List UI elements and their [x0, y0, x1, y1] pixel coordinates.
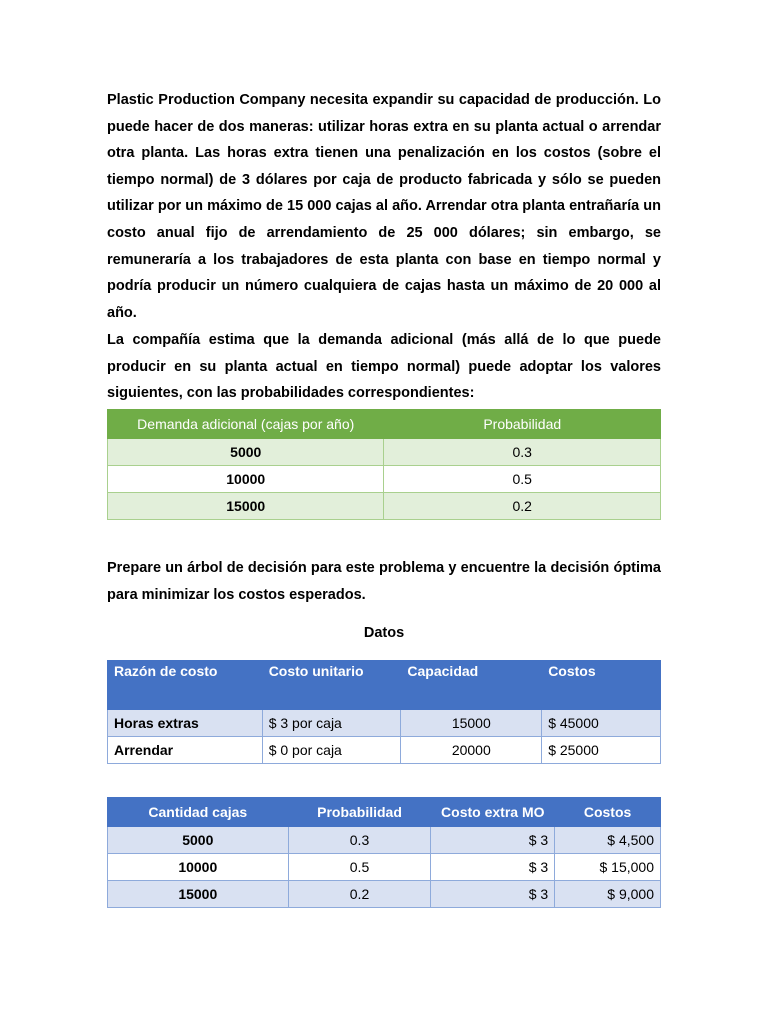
cost-table-header: [108, 661, 661, 710]
header-cell: Costo extra MO: [431, 798, 555, 827]
probability-cell: 0.5: [288, 854, 431, 881]
demand-cell: 15000: [108, 493, 384, 520]
cost-cell: $ 4,500: [555, 827, 661, 854]
header-cell: Razón de costo: [108, 661, 263, 710]
cost-cell: $ 15,000: [555, 854, 661, 881]
probability-cell: 0.3: [384, 439, 661, 466]
cost-reason-cell: Arrendar: [108, 737, 263, 764]
table-row: [108, 710, 661, 737]
problem-paragraph-2: La compañía estima que la demanda adicional (más allá de lo que puede producir en su planta actual en tiempo normal) puede adoptar los valores siguientes, con las probabilidades correspondientes:: [107, 332, 661, 402]
probability-cell: 0.2: [384, 493, 661, 520]
boxes-cell: 5000: [108, 827, 289, 854]
extra-cost-cell: $ 3: [431, 827, 555, 854]
table-row: [108, 466, 661, 493]
demand-table-header: [108, 410, 661, 439]
header-cell: Demanda adicional (cajas por año): [108, 410, 384, 439]
unit-cost-cell: $ 3 por caja: [262, 710, 401, 737]
demand-table: [107, 409, 661, 520]
table-row: [108, 827, 661, 854]
table-row: [108, 737, 661, 764]
header-cell: Costos: [555, 798, 661, 827]
cost-cell: $ 25000: [542, 737, 661, 764]
demand-cell: 10000: [108, 466, 384, 493]
boxes-cell: 15000: [108, 881, 289, 908]
problem-paragraph-1: Plastic Production Company necesita expandir su capacidad de producción. Lo puede hacer de dos maneras: utilizar horas extra en su planta actual o arrendar otra planta. Las horas extra tienen una penalización en los costos (sobre el tiempo normal) de 3 dólares por caja de producto fabricada y sólo se pueden utilizar por un máximo de 15 000 cajas al año. Arrendar otra planta entrañaría un costo anual fijo de arrendamiento de 25 000 dólares; sin embargo, se remuneraría a los trabajadores de esta planta con base en tiempo normal y podría producir un número cualquiera de cajas hasta un máximo de 20 000 al año.: [107, 92, 661, 321]
cost-table: [107, 660, 661, 764]
boxes-cell: 10000: [108, 854, 289, 881]
extra-cost-cell: $ 3: [431, 854, 555, 881]
unit-cost-cell: $ 0 por caja: [262, 737, 401, 764]
table-row: [108, 881, 661, 908]
boxes-table-header: [108, 798, 661, 827]
probability-cell: 0.3: [288, 827, 431, 854]
demand-cell: 5000: [108, 439, 384, 466]
capacity-cell: 20000: [401, 737, 542, 764]
extra-cost-cell: $ 3: [431, 881, 555, 908]
probability-cell: 0.5: [384, 466, 661, 493]
header-cell: Probabilidad: [288, 798, 431, 827]
cost-cell: $ 9,000: [555, 881, 661, 908]
datos-heading: Datos: [363, 625, 405, 641]
boxes-table: [107, 797, 661, 908]
task-paragraph: Prepare un árbol de decisión para este problema y encuentre la decisión óptima para minimizar los costos esperados.: [107, 560, 661, 603]
table-row: [108, 854, 661, 881]
header-cell: Capacidad: [401, 661, 542, 710]
cost-cell: $ 45000: [542, 710, 661, 737]
cost-reason-cell: Horas extras: [108, 710, 263, 737]
capacity-cell: 15000: [401, 710, 542, 737]
header-cell: Probabilidad: [384, 410, 661, 439]
table-row: [108, 493, 661, 520]
header-cell: Cantidad cajas: [108, 798, 289, 827]
table-row: [108, 439, 661, 466]
probability-cell: 0.2: [288, 881, 431, 908]
header-cell: Costo unitario: [262, 661, 401, 710]
header-cell: Costos: [542, 661, 661, 710]
